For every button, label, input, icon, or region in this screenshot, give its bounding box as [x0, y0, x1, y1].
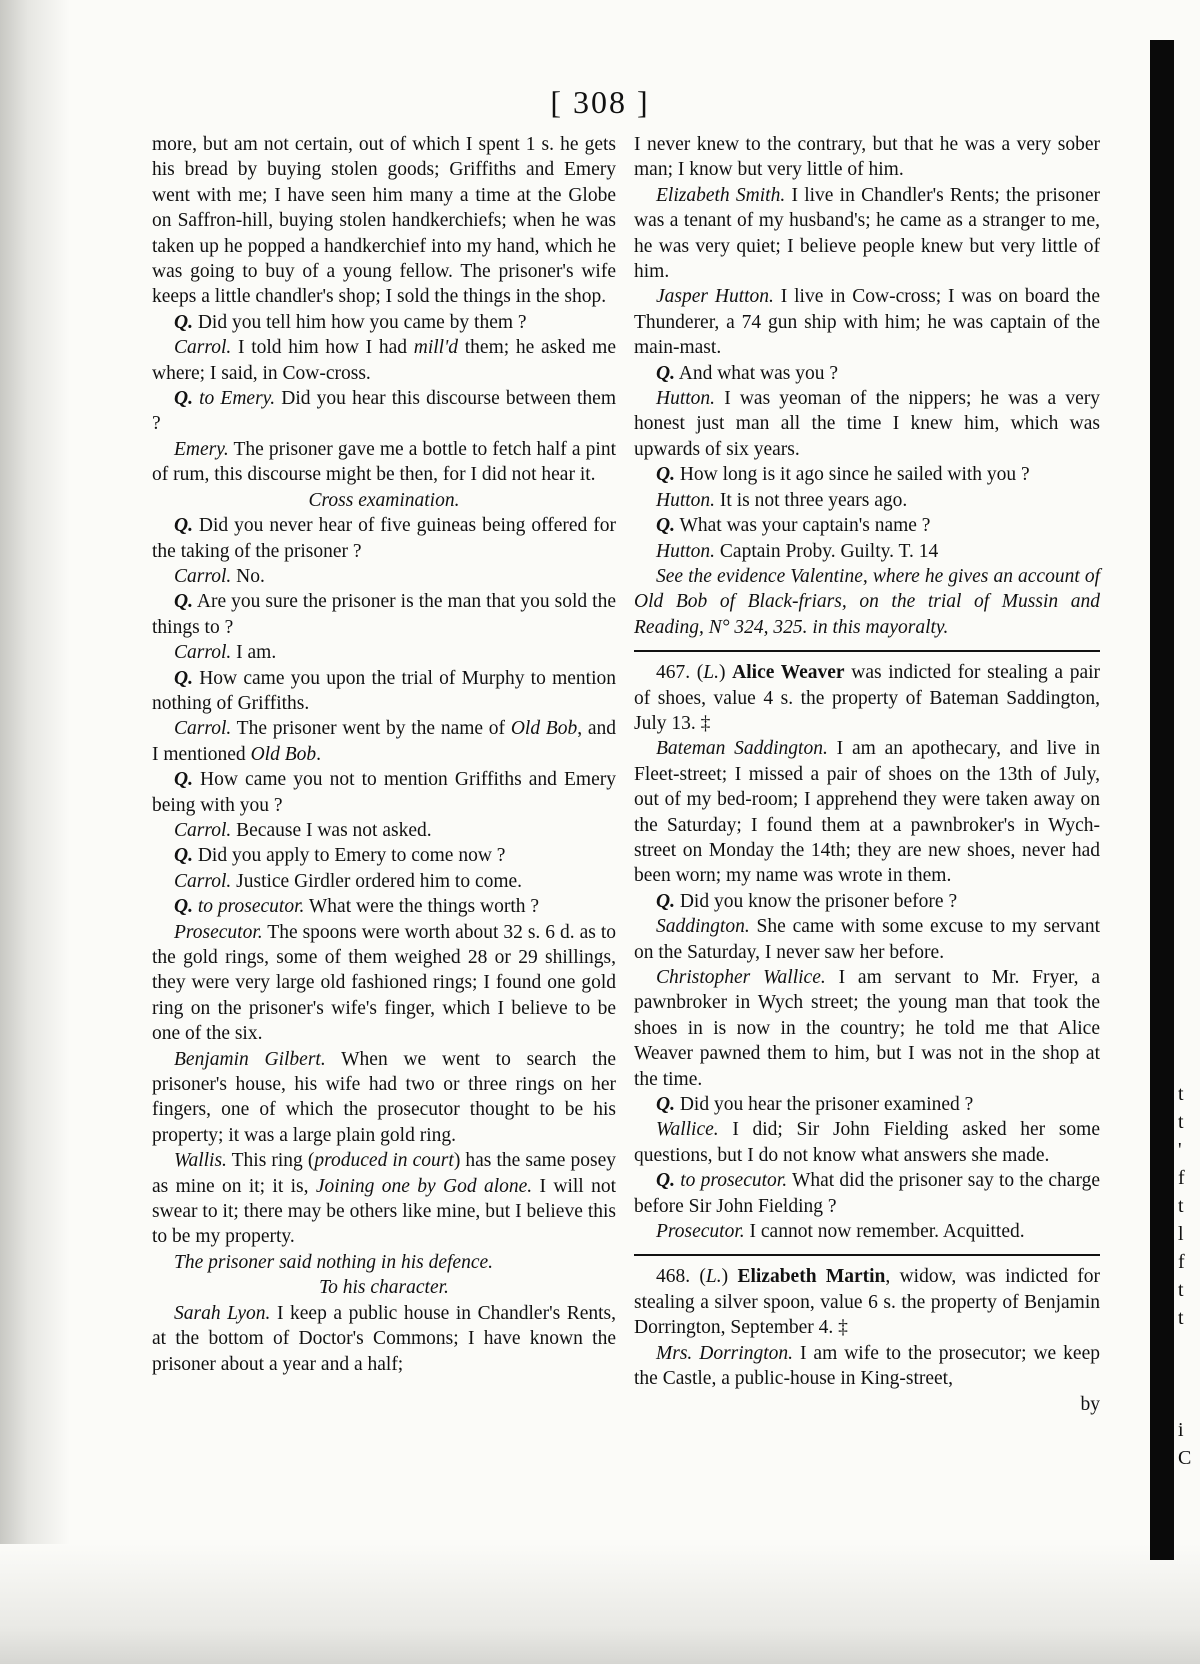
margin-letter: t	[1178, 1279, 1184, 1301]
body-text: Did you hear this discourse between them ?	[152, 388, 616, 435]
question-marker: Q.	[656, 890, 675, 912]
italic-text: Carrol.	[174, 565, 232, 587]
paragraph	[152, 335, 616, 386]
paragraph	[634, 1219, 1100, 1244]
paragraph	[152, 132, 616, 310]
body-text: Are you sure the prisoner is the man that you sold the things to ?	[152, 591, 616, 638]
page-number: [ 308 ]	[550, 84, 650, 120]
italic-text: Sarah Lyon.	[174, 1302, 271, 1324]
body-text: was indicted for stealing a pair of shoes, value 4 s. the property of Bateman Saddington, July 13. ‡	[634, 662, 1101, 734]
facing-page-fragment	[1178, 1080, 1198, 1472]
margin-letter	[1178, 1360, 1198, 1388]
paragraph	[152, 1301, 616, 1377]
italic-text: To his character.	[319, 1277, 449, 1299]
body-text: )	[721, 1266, 738, 1288]
section-rule	[634, 650, 1100, 652]
body-text: I am wife to the prosecutor; we keep the Castle, a public-house in King-street,	[634, 1342, 1100, 1390]
body-text: Did you know the prisoner before ?	[674, 890, 958, 912]
body-text: 468. (	[656, 1266, 706, 1288]
paragraph	[634, 1092, 1100, 1117]
paragraph	[152, 640, 616, 665]
paragraph	[634, 462, 1100, 487]
margin-letter: '	[1178, 1139, 1182, 1161]
paragraph	[152, 1148, 616, 1250]
italic-text: Hutton.	[656, 489, 716, 511]
italic-text: Bateman Saddington.	[656, 738, 828, 760]
italic-text: Emery.	[174, 438, 229, 460]
italic-text: Carrol.	[174, 718, 232, 740]
margin-letter	[1178, 1388, 1198, 1416]
body-text: I am servant to Mr. Fryer, a pawnbroker in Wych street; the young man that took the shoes in is now in the country; he told me that Alice Weaver pawned them to him, but I was not in the shop at the time.	[634, 967, 1100, 1090]
question-marker: Q.	[656, 1170, 675, 1192]
italic-text: L.	[703, 662, 720, 684]
body-text: , widow, was indicted for stealing a silver spoon, value 6 s. the property of Benjamin Dorrington, September 4. ‡	[634, 1266, 1101, 1339]
paragraph	[634, 488, 1100, 513]
body-text: And what was you ?	[674, 362, 838, 384]
question-marker: Q.	[174, 591, 193, 613]
italic-text: Joining one by God alone.	[315, 1175, 533, 1197]
italic-text: to prosecutor.	[674, 1170, 788, 1192]
margin-letter: l	[1178, 1223, 1184, 1245]
italic-text: to Emery.	[192, 388, 276, 410]
paragraph	[634, 965, 1100, 1092]
question-marker: Q.	[174, 769, 193, 791]
facing-page-edge	[1150, 40, 1174, 1560]
body-text: I never knew to the contrary, but that he was a very sober man; I know but very little of him.	[634, 134, 1100, 181]
italic-text: Hutton.	[656, 540, 716, 562]
italic-text: mill'd	[413, 337, 459, 359]
body-text: .	[316, 743, 321, 765]
paragraph	[634, 1168, 1100, 1219]
paragraph	[634, 736, 1100, 888]
scan-edge-shadow-left	[0, 0, 70, 1664]
italic-text: Jasper Hutton.	[656, 286, 774, 308]
catchword	[634, 1392, 1100, 1417]
paragraph	[152, 386, 616, 437]
italic-text: Wallice.	[656, 1119, 719, 1141]
paragraph	[634, 1264, 1100, 1340]
italic-text: Carrol.	[174, 642, 232, 664]
paragraph	[634, 564, 1100, 640]
italic-text: Benjamin Gilbert.	[174, 1048, 326, 1070]
paragraph	[152, 437, 616, 488]
paragraph	[634, 914, 1100, 965]
body-text: Did you never hear of five guineas being offered for the taking of the prisoner ?	[152, 515, 616, 562]
paragraph	[152, 1047, 616, 1149]
question-marker: Q.	[174, 515, 193, 537]
section-heading	[152, 1275, 616, 1300]
paragraph	[152, 818, 616, 843]
body-text: What were the things worth ?	[304, 896, 540, 918]
body-text: I told him how I had	[231, 337, 414, 359]
margin-letter	[1178, 1332, 1198, 1360]
body-text: Did you tell him how you came by them ?	[192, 311, 527, 333]
paragraph	[634, 539, 1100, 564]
body-text: Captain Proby. Guilty. T. 14	[715, 540, 939, 562]
italic-text: Hutton.	[656, 388, 716, 410]
body-text: ) has the same posey as mine on it; it is,	[152, 1150, 616, 1197]
italic-text: L.	[705, 1266, 722, 1288]
body-text: What did the prisoner say to the charge before Sir John Fielding ?	[634, 1170, 1100, 1217]
paragraph	[634, 386, 1100, 462]
paragraph	[634, 183, 1100, 285]
body-text: No.	[231, 565, 265, 587]
margin-letter: t	[1178, 1307, 1184, 1329]
body-text: The prisoner went by the name of	[231, 718, 511, 740]
body-text: Did you hear the prisoner examined ?	[674, 1094, 974, 1116]
question-marker: Q.	[656, 1094, 675, 1116]
paragraph	[634, 1341, 1100, 1392]
question-marker: Q.	[174, 896, 193, 918]
paragraph	[152, 920, 616, 1047]
question-marker: Q.	[656, 362, 675, 384]
body-text: The prisoner gave me a bottle to fetch half a pint of rum, this discourse might be then, for I did not hear it.	[152, 438, 616, 486]
body-text: The spoons were worth about 32 s. 6 d. as to the gold rings, some of them weighed 28 or 29 shillings, they were very large old fashioned rings; I found one gold ring on the prisoner's wife's finger, which I believe to be one of the six.	[152, 921, 616, 1045]
body-text: Because I was not asked.	[231, 819, 432, 841]
right-column	[634, 132, 1100, 1417]
body-text: , and I mentioned	[152, 718, 617, 765]
section-rule	[634, 1254, 1100, 1256]
body-text: I live in Cow-cross; I was on board the Thunderer, a 74 gun ship with him; he was captain of the main-mast.	[634, 286, 1100, 359]
body-text: by	[1080, 1393, 1100, 1415]
italic-text: Cross examination.	[308, 489, 460, 511]
italic-text: Carrol.	[174, 870, 232, 892]
body-text: It is not three years ago.	[715, 489, 908, 511]
paragraph	[152, 869, 616, 894]
paragraph	[634, 889, 1100, 914]
paragraph	[152, 589, 616, 640]
body-text: I cannot now remember. Acquitted.	[744, 1221, 1025, 1243]
body-text: She came with some excuse to my servant on the Saturday, I never saw her before.	[634, 916, 1100, 963]
body-text: more, but am not certain, out of which I spent 1 s. he gets his bread by buying stolen goods; Griffiths and Emery went with me; I have seen him many a time at the Globe on Saffron-hill, buying stolen handkerchiefs; when he was taken up he popped a handkerchief into my hand, which he was going to buy of a young fellow. The prisoner's wife keeps a little chandler's shop; I sold the things in the shop.	[152, 134, 616, 308]
italic-text: Mrs. Dorrington.	[656, 1342, 793, 1364]
margin-letter: f	[1178, 1167, 1185, 1189]
question-marker: Q.	[174, 388, 193, 410]
body-text: I live in Chandler's Rents; the prisoner was a tenant of my husband's; he came as a stranger to me, he was very quiet; I believe people knew but very little of him.	[634, 184, 1100, 283]
paragraph	[634, 132, 1100, 183]
paragraph	[152, 666, 616, 717]
question-marker: Q.	[174, 667, 193, 689]
body-text: Did you apply to Emery to come now ?	[192, 845, 506, 867]
paragraph	[152, 716, 616, 767]
italic-text: Prosecutor.	[656, 1221, 745, 1243]
paragraph	[152, 513, 616, 564]
body-text: I am.	[231, 642, 277, 664]
scan-edge-shadow-bottom	[0, 1544, 1200, 1664]
defendant-name: Elizabeth Martin	[737, 1266, 886, 1288]
body-text: This ring (	[226, 1150, 315, 1172]
left-column	[152, 132, 616, 1377]
margin-letter: t	[1178, 1111, 1184, 1133]
paragraph	[634, 361, 1100, 386]
body-text: How came you not to mention Griffiths and Emery being with you ?	[152, 769, 616, 816]
italic-text: Old Bob	[510, 718, 578, 740]
question-marker: Q.	[174, 311, 193, 333]
section-heading	[152, 488, 616, 513]
body-text: I will not swear to it; there may be others like mine, but I believe this to be my property.	[152, 1175, 616, 1248]
body-text: Justice Girdler ordered him to come.	[231, 870, 523, 892]
body-text: them; he asked me where; I said, in Cow-cross.	[152, 337, 616, 384]
margin-letter: t	[1178, 1195, 1184, 1217]
body-text: I did; Sir John Fielding asked her some questions, but I do not know what answers she made.	[634, 1119, 1100, 1166]
body-text: 467. (	[656, 662, 704, 684]
italic-text: Carrol.	[174, 337, 232, 359]
paragraph	[152, 1250, 616, 1275]
body-text: I was yeoman of the nippers; he was a very honest just man all the time I knew him, which was upwards of six years.	[634, 388, 1100, 460]
margin-letter: i	[1178, 1419, 1184, 1441]
defendant-name: Alice Weaver	[732, 662, 845, 684]
body-text: When we went to search the prisoner's house, his wife had two or three rings on her fingers, one of which the prosecutor thought to be his property; it was a large plain gold ring.	[152, 1048, 616, 1146]
body-text: I keep a public house in Chandler's Rents, at the bottom of Doctor's Commons; I have known the prisoner about a year and a half;	[152, 1302, 617, 1375]
paragraph	[152, 564, 616, 589]
italic-text: Christopher Wallice.	[656, 967, 826, 988]
body-text: How long is it ago since he sailed with you ?	[674, 464, 1030, 486]
italic-text: Prosecutor.	[174, 921, 263, 943]
margin-letter: C	[1178, 1447, 1192, 1469]
body-text: What was your captain's name ?	[674, 515, 931, 537]
question-marker: Q.	[656, 464, 675, 486]
question-marker: Q.	[656, 515, 675, 537]
italic-text: Elizabeth Smith.	[656, 184, 786, 206]
paragraph	[152, 310, 616, 335]
paragraph	[152, 767, 616, 818]
paragraph	[634, 513, 1100, 538]
paragraph	[152, 843, 616, 868]
italic-text: Old Bob	[250, 743, 317, 765]
italic-text: Wallis.	[174, 1150, 227, 1172]
paragraph	[634, 1117, 1100, 1168]
italic-text: to prosecutor.	[192, 896, 305, 918]
question-marker: Q.	[174, 845, 193, 867]
margin-letter: f	[1178, 1251, 1185, 1273]
italic-text: Saddington.	[656, 916, 750, 938]
italic-text: See the evidence Valentine, where he gives an account of Old Bob of Black-friars, on the trial of Mussin and Reading, N° 324, 325. in this mayoralty.	[634, 565, 1100, 638]
margin-letter: t	[1178, 1083, 1184, 1105]
paragraph	[634, 284, 1100, 360]
body-text: How came you upon the trial of Murphy to mention nothing of Griffiths.	[152, 667, 616, 714]
body-text: I am an apothecary, and live in Fleet-street; I missed a pair of shoes on the 13th of July, out of my bed-room; I apprehend they were taken away on the Saturday; I found them at a pawnbroker's in Wych-street on Monday the 14th; they are new shoes, never had been worn; my name was wrote in them.	[634, 738, 1100, 887]
paragraph	[152, 894, 616, 919]
paragraph	[634, 660, 1100, 736]
italic-text: The prisoner said nothing in his defence.	[174, 1251, 494, 1273]
italic-text: Carrol.	[174, 819, 232, 841]
italic-text: produced in court	[314, 1150, 454, 1172]
body-text: )	[719, 662, 733, 684]
